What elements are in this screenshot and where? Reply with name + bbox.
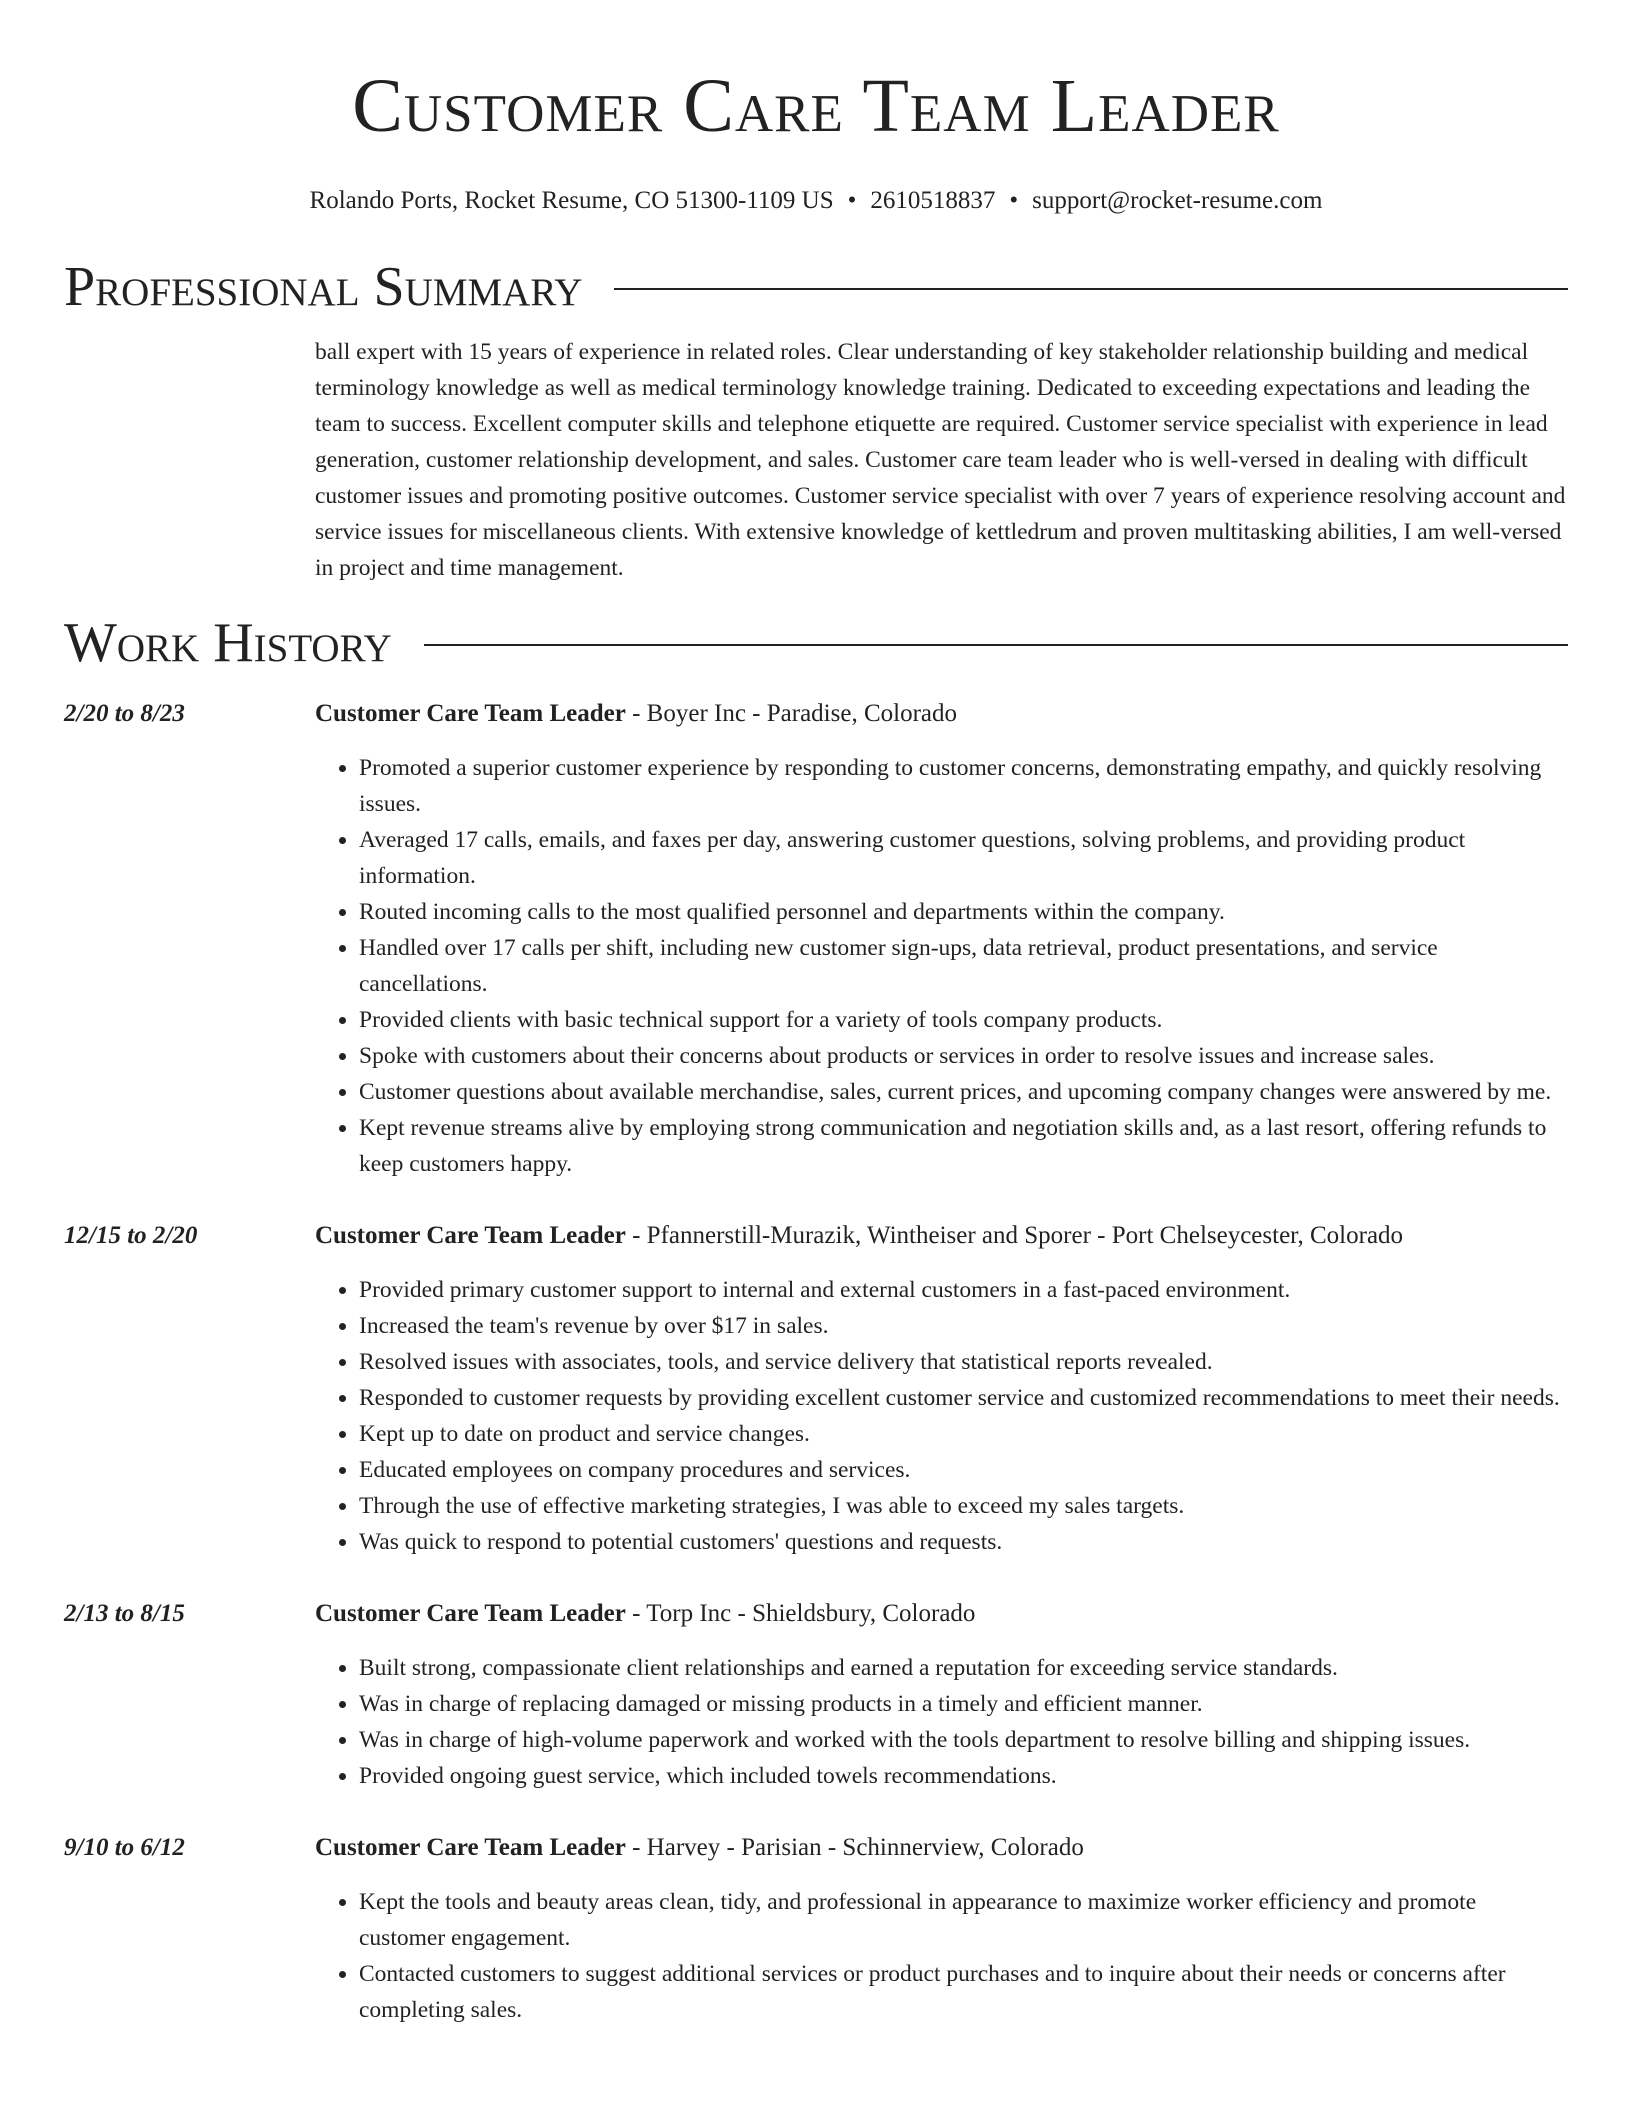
job-employer-location: - Pfannerstill-Murazik, Wintheiser and Sporer - Port Chelseycester, Colorado xyxy=(625,1222,1404,1249)
resume-name: Customer Care Team Leader xyxy=(352,64,1280,148)
job-title-line xyxy=(315,1830,1568,1866)
summary-section-heading xyxy=(64,256,1568,318)
resume-page xyxy=(64,0,1568,2028)
job-bullet-list xyxy=(315,1272,1568,1560)
job-body xyxy=(315,1830,1568,2028)
job-entry xyxy=(64,1830,1568,2028)
contact-phone: 2610518837 xyxy=(870,187,996,214)
work-section-heading xyxy=(64,612,1568,674)
work-heading: Work History xyxy=(64,612,392,674)
job-bullet-list xyxy=(315,1650,1568,1794)
job-list xyxy=(64,696,1568,2028)
job-title: Customer Care Team Leader xyxy=(315,1834,626,1861)
summary-heading: Professional Summary xyxy=(64,256,583,318)
job-title-line xyxy=(315,1596,1568,1632)
job-bullet: • Was quick to respond to potential customers' questions and requests. xyxy=(359,1524,1568,1560)
contact-separator: • xyxy=(847,187,857,214)
job-bullet: • Provided primary customer support to internal and external customers in a fast-paced environment. xyxy=(359,1272,1568,1308)
job-bullet: • Provided clients with basic technical support for a variety of tools company products. xyxy=(359,1002,1568,1038)
job-body xyxy=(315,1218,1568,1560)
summary-text: ball expert with 15 years of experience in related roles. Clear understanding of key stakeholder relationship building and medical terminology knowledge as well as medical terminology knowledge training. Dedicated to exceeding expectations and leading the team to success. Excellent computer skills and telephone etiquette are required. Customer service specialist with experience in lead generation, customer relationship development, and sales. Customer care team leader who is well-versed in dealing with difficult customer issues and promoting positive outcomes. Customer service specialist with over 7 years of experience resolving account and service issues for miscellaneous clients. With extensive knowledge of kettledrum and proven multitasking abilities, I am well-versed in project and time management. xyxy=(315,339,1566,581)
job-entry xyxy=(64,696,1568,1182)
job-bullet: • Handled over 17 calls per shift, including new customer sign-ups, data retrieval, product presentations, and service cancellations. xyxy=(359,930,1568,1002)
job-body xyxy=(315,696,1568,1182)
contact-email: support@rocket-resume.com xyxy=(1032,187,1323,214)
job-bullet: • Educated employees on company procedures and services. xyxy=(359,1452,1568,1488)
job-title: Customer Care Team Leader xyxy=(315,1600,626,1627)
contact-separator: • xyxy=(1009,187,1019,214)
job-date: 2/20 to 8/23 xyxy=(64,700,185,727)
job-bullet: • Kept up to date on product and service changes. xyxy=(359,1416,1568,1452)
job-bullet: • Provided ongoing guest service, which included towels recommendations. xyxy=(359,1758,1568,1794)
job-bullet: • Promoted a superior customer experience by responding to customer concerns, demonstrating empathy, and quickly resolving issues. xyxy=(359,750,1568,822)
job-date: 2/13 to 8/15 xyxy=(64,1600,185,1627)
job-bullet: • Kept the tools and beauty areas clean, tidy, and professional in appearance to maximize worker efficiency and promote customer engagement. xyxy=(359,1884,1568,1956)
job-bullet: • Averaged 17 calls, emails, and faxes per day, answering customer questions, solving problems, and providing product information. xyxy=(359,822,1568,894)
job-title: Customer Care Team Leader xyxy=(315,1222,626,1249)
section-rule xyxy=(424,644,1568,646)
job-bullet: • Through the use of effective marketing strategies, I was able to exceed my sales targets. xyxy=(359,1488,1568,1524)
job-bullet: • Kept revenue streams alive by employing strong communication and negotiation skills and, as a last resort, offering refunds to keep customers happy. xyxy=(359,1110,1568,1182)
job-entry xyxy=(64,1218,1568,1560)
job-bullet-list xyxy=(315,750,1568,1182)
job-bullet: • Routed incoming calls to the most qualified personnel and departments within the company. xyxy=(359,894,1568,930)
job-bullet: • Responded to customer requests by providing excellent customer service and customized recommendations to meet their needs. xyxy=(359,1380,1568,1416)
job-employer-location: - Boyer Inc - Paradise, Colorado xyxy=(625,700,957,727)
section-rule xyxy=(614,288,1568,290)
job-bullet: • Built strong, compassionate client relationships and earned a reputation for exceeding service standards. xyxy=(359,1650,1568,1686)
job-bullet: • Customer questions about available merchandise, sales, current prices, and upcoming company changes were answered by me. xyxy=(359,1074,1568,1110)
job-date: 9/10 to 6/12 xyxy=(64,1834,185,1861)
contact-line xyxy=(64,186,1568,216)
job-employer-location: - Harvey - Parisian - Schinnerview, Colorado xyxy=(625,1834,1084,1861)
job-bullet: • Increased the team's revenue by over $17 in sales. xyxy=(359,1308,1568,1344)
job-date: 12/15 to 2/20 xyxy=(64,1222,198,1249)
job-title-line xyxy=(315,696,1568,732)
job-title-line xyxy=(315,1218,1568,1254)
contact-address: Rolando Ports, Rocket Resume, CO 51300-1109 US xyxy=(309,187,834,214)
job-bullet: • Resolved issues with associates, tools, and service delivery that statistical reports revealed. xyxy=(359,1344,1568,1380)
job-employer-location: - Torp Inc - Shieldsbury, Colorado xyxy=(625,1600,976,1627)
job-body xyxy=(315,1596,1568,1794)
job-bullet-list xyxy=(315,1884,1568,2028)
job-bullet: • Contacted customers to suggest additional services or product purchases and to inquire about their needs or concerns after completing sales. xyxy=(359,1956,1568,2028)
job-bullet: • Was in charge of replacing damaged or missing products in a timely and efficient manner. xyxy=(359,1686,1568,1722)
job-bullet: • Was in charge of high-volume paperwork and worked with the tools department to resolve billing and shipping issues. xyxy=(359,1722,1568,1758)
job-title: Customer Care Team Leader xyxy=(315,700,626,727)
job-entry xyxy=(64,1596,1568,1794)
job-bullet: • Spoke with customers about their concerns about products or services in order to resolve issues and increase sales. xyxy=(359,1038,1568,1074)
